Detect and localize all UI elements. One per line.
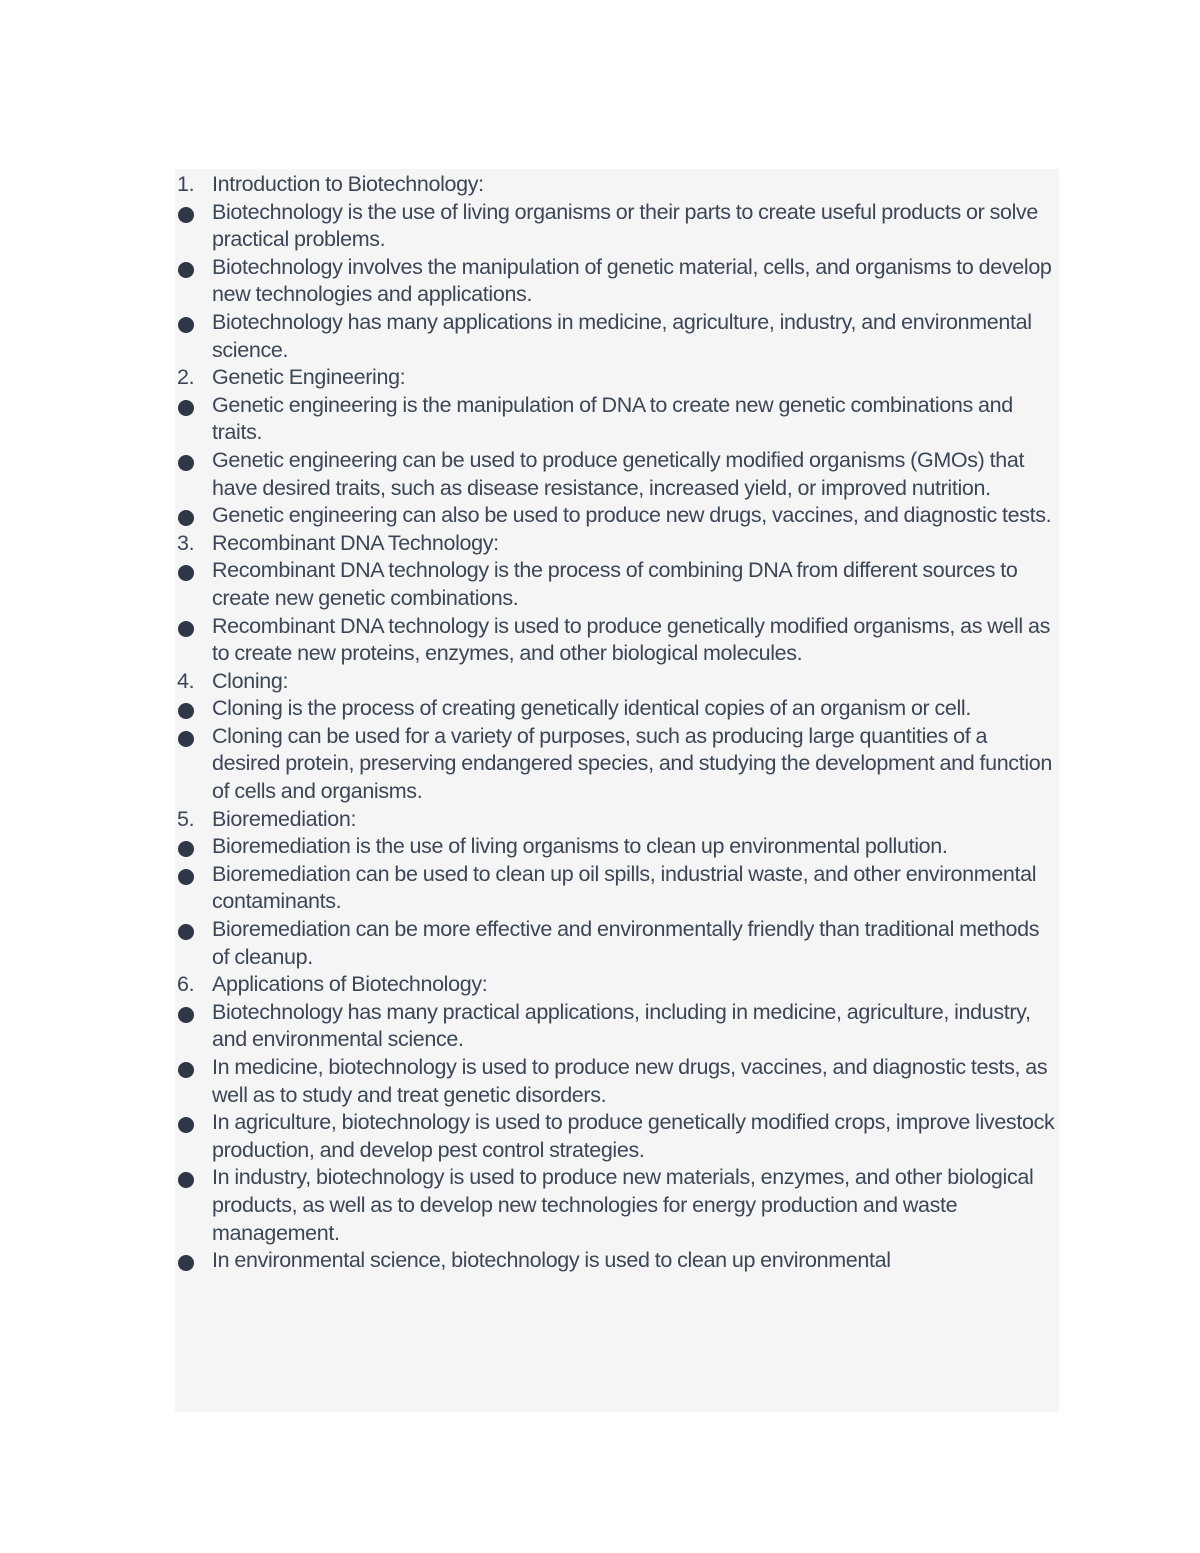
bullet-item xyxy=(175,309,1059,364)
bullet-dot-icon xyxy=(178,510,194,526)
bullet-dot-icon xyxy=(178,1007,194,1023)
document-text-block xyxy=(175,169,1059,1412)
bullet-text: In agriculture, biotechnology is used to produce genetically modified crops, improve livestock production, and develop pest control strategies. xyxy=(212,1110,1055,1162)
bullet-dot-icon xyxy=(178,400,194,416)
section-heading-text: Introduction to Biotechnology: xyxy=(212,172,484,196)
bullet-dot-icon xyxy=(178,1117,194,1133)
bullet-dot-icon xyxy=(178,841,194,857)
section-number xyxy=(175,530,205,558)
bullet-text: Recombinant DNA technology is the process of combining DNA from different sources to create new genetic combinations. xyxy=(212,558,1018,610)
section-number xyxy=(175,171,205,199)
section-number-label: 4. xyxy=(177,668,195,693)
bullet-dot-icon xyxy=(178,621,194,637)
section-heading-text: Bioremediation: xyxy=(212,806,357,831)
bullet-text: In medicine, biotechnology is used to produce new drugs, vaccines, and diagnostic tests, as well as to study and treat genetic disorders. xyxy=(212,1055,1048,1107)
bullet-dot-icon xyxy=(178,1172,194,1188)
bullet-marker xyxy=(175,613,205,641)
section-heading xyxy=(175,171,1059,199)
section-number-label: 1. xyxy=(177,172,195,196)
bullet-item xyxy=(175,447,1059,502)
bullet-marker xyxy=(175,254,205,282)
bullet-text: Biotechnology is the use of living organisms or their parts to create useful products or solve practical problems. xyxy=(212,199,1039,252)
bullet-marker xyxy=(175,695,205,723)
bullet-text: In environmental science, biotechnology is used to clean up environmental xyxy=(212,1248,891,1273)
section-heading xyxy=(175,806,1059,834)
bullet-item xyxy=(175,254,1059,309)
section-number xyxy=(175,668,205,696)
bullet-text: Genetic engineering can be used to produce genetically modified organisms (GMOs) that have desired traits, such as disease resistance, increased yield, or improved nutrition. xyxy=(212,447,1025,500)
section-number-label: 3. xyxy=(177,530,195,555)
bullet-dot-icon xyxy=(178,317,194,333)
bullet-item xyxy=(175,199,1059,254)
bullet-dot-icon xyxy=(178,731,194,747)
bullet-item xyxy=(175,1109,1059,1164)
section-heading-text: Cloning: xyxy=(212,668,289,693)
section-heading xyxy=(175,364,1059,392)
bullet-marker xyxy=(175,502,205,530)
bullet-item xyxy=(175,1247,1059,1275)
bullet-marker xyxy=(175,999,205,1027)
section-heading-text: Recombinant DNA Technology: xyxy=(212,530,499,555)
bullet-dot-icon xyxy=(178,1255,194,1271)
bullet-item xyxy=(175,695,1059,723)
section-number xyxy=(175,806,205,834)
section-number-label: 2. xyxy=(177,365,195,390)
bullet-item xyxy=(175,1164,1059,1247)
section-number xyxy=(175,971,205,999)
bullet-dot-icon xyxy=(178,1062,194,1078)
bullet-item xyxy=(175,1054,1059,1109)
section-heading xyxy=(175,971,1059,999)
bullet-text: Bioremediation can be used to clean up oil spills, industrial waste, and other environmental contaminants. xyxy=(212,861,1037,914)
bullet-item xyxy=(175,833,1059,861)
bullet-item xyxy=(175,861,1059,916)
bullet-marker xyxy=(175,723,205,751)
section-number-label: 5. xyxy=(177,806,195,831)
bullet-dot-icon xyxy=(178,565,194,581)
outline-list xyxy=(175,171,1059,1275)
bullet-text: Genetic engineering is the manipulation of DNA to create new genetic combinations and traits. xyxy=(212,392,1013,445)
bullet-text: Recombinant DNA technology is used to produce genetically modified organisms, as well as to create new proteins, enzymes, and other biological molecules. xyxy=(212,613,1050,666)
bullet-marker xyxy=(175,1109,205,1137)
bullet-text: Biotechnology involves the manipulation of genetic material, cells, and organisms to develop new technologies and applications. xyxy=(212,254,1052,307)
bullet-marker xyxy=(175,833,205,861)
bullet-marker xyxy=(175,309,205,337)
bullet-item xyxy=(175,999,1059,1054)
section-number xyxy=(175,364,205,392)
bullet-marker xyxy=(175,916,205,944)
bullet-marker xyxy=(175,199,205,227)
bullet-dot-icon xyxy=(178,262,194,278)
section-heading-text: Applications of Biotechnology: xyxy=(212,972,488,997)
bullet-dot-icon xyxy=(178,455,194,471)
bullet-marker xyxy=(175,1247,205,1275)
bullet-text: Bioremediation can be more effective and environmentally friendly than traditional methods of cleanup. xyxy=(212,917,1040,969)
bullet-text: Cloning is the process of creating genetically identical copies of an organism or cell. xyxy=(212,696,971,721)
section-number-label: 6. xyxy=(177,972,195,997)
bullet-item xyxy=(175,392,1059,447)
bullet-item xyxy=(175,916,1059,971)
section-heading-text: Genetic Engineering: xyxy=(212,365,406,390)
bullet-dot-icon xyxy=(178,207,194,223)
section-heading xyxy=(175,530,1059,558)
bullet-marker xyxy=(175,861,205,889)
bullet-item xyxy=(175,557,1059,612)
bullet-text: In industry, biotechnology is used to produce new materials, enzymes, and other biological products, as well as to develop new technologies for energy production and waste management. xyxy=(212,1165,1034,1245)
bullet-dot-icon xyxy=(178,703,194,719)
bullet-marker xyxy=(175,1054,205,1082)
bullet-marker xyxy=(175,1164,205,1192)
bullet-item xyxy=(175,502,1059,530)
bullet-marker xyxy=(175,392,205,420)
bullet-text: Bioremediation is the use of living organisms to clean up environmental pollution. xyxy=(212,834,948,859)
bullet-dot-icon xyxy=(178,924,194,940)
section-heading xyxy=(175,668,1059,696)
bullet-text: Cloning can be used for a variety of purposes, such as producing large quantities of a desired protein, preserving endangered species, and studying the development and function of cells and organisms. xyxy=(212,723,1052,804)
bullet-text: Biotechnology has many applications in medicine, agriculture, industry, and environmental science. xyxy=(212,309,1032,362)
bullet-marker xyxy=(175,557,205,585)
bullet-text: Genetic engineering can also be used to produce new drugs, vaccines, and diagnostic tests. xyxy=(212,503,1052,528)
bullet-item xyxy=(175,723,1059,806)
bullet-text: Biotechnology has many practical applications, including in medicine, agriculture, industry, and environmental science. xyxy=(212,999,1031,1052)
bullet-marker xyxy=(175,447,205,475)
bullet-dot-icon xyxy=(178,869,194,885)
bullet-item xyxy=(175,613,1059,668)
